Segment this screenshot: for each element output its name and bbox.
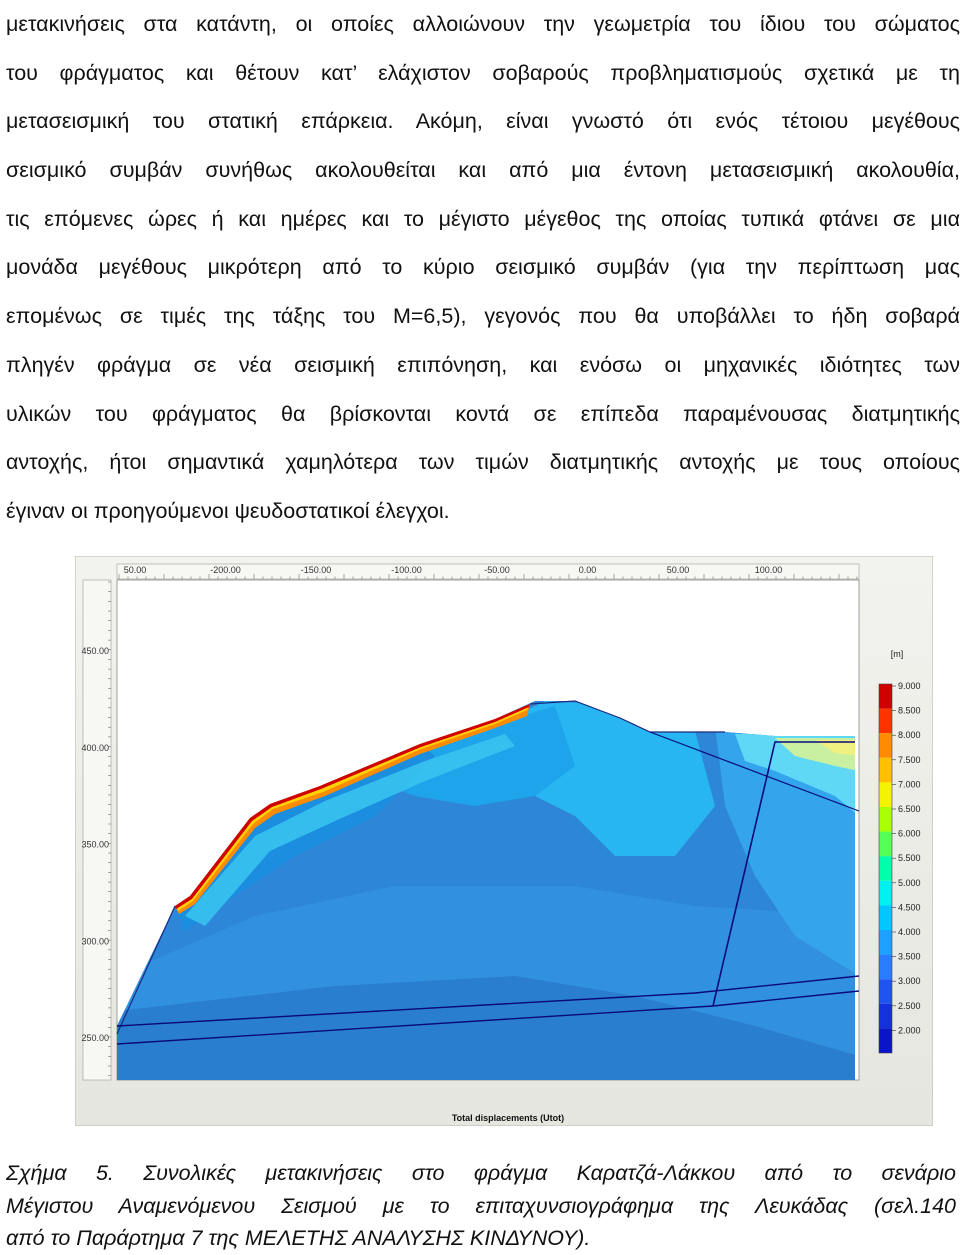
plot-title: Total displacements (Utot) — [451, 1113, 565, 1123]
paragraph-line: τις επόμενες ώρες ή και ημέρες και το μέγιστο μέγεθος της οποίας τυπικά φτάνει σε μια — [6, 206, 960, 231]
legend-swatch — [879, 807, 892, 832]
displacement-figure — [75, 556, 933, 1126]
x-tick-label: -150.00 — [300, 565, 332, 575]
y-tick-label: 250.00 — [81, 1033, 109, 1044]
legend-swatch — [879, 1028, 892, 1053]
legend-swatch — [879, 1004, 892, 1029]
legend-swatch — [879, 905, 892, 930]
legend-swatch — [879, 684, 892, 709]
legend-label: 4.500 — [898, 902, 921, 913]
legend-swatch — [879, 955, 892, 980]
y-tick-label: 400.00 — [81, 742, 109, 753]
legend-label: 6.500 — [898, 804, 921, 814]
y-tick-label: 300.00 — [81, 936, 109, 947]
paragraph-line: μετασεισμική του στατική επάρκεια. Ακόμη, είναι γνωστό ότι ενός τέτοιου μεγέθους — [6, 109, 960, 134]
x-tick-label: 50.00 — [123, 565, 147, 575]
legend-label: 5.500 — [898, 853, 921, 864]
legend-swatch — [879, 930, 892, 955]
legend-swatch — [879, 782, 892, 807]
legend-label: 6.000 — [898, 828, 921, 839]
legend-label: 5.000 — [898, 877, 921, 888]
paragraph-line: του φράγματος και θέτουν κατ’ ελάχιστον σοβαρούς προβληματισμούς σχετικά με τη — [6, 60, 960, 85]
legend-label: 2.000 — [898, 1025, 921, 1036]
y-tick-label: 350.00 — [81, 839, 109, 850]
body-paragraph — [6, 0, 960, 536]
legend-swatch — [879, 856, 892, 881]
paragraph-line: έγιναν οι προηγούμενοι ψευδοστατικοί έλεγχοι. — [6, 498, 450, 523]
legend-label: 3.500 — [898, 951, 921, 962]
legend-swatch — [879, 832, 892, 857]
legend-unit: [m] — [890, 649, 904, 659]
legend-swatch — [879, 709, 892, 734]
figure-caption — [6, 1157, 956, 1255]
legend-label: 8.500 — [898, 705, 921, 716]
paragraph-line: αντοχής, ήτοι σημαντικά χαμηλότερα των τιμών διατμητικής αντοχής με τους οποίους — [6, 450, 960, 475]
paragraph-line: μονάδα μεγέθους μικρότερη από το κύριο σεισμικό συμβάν (για την περίπτωση μας — [6, 255, 960, 280]
paragraph-line: επομένως σε τιμές της τάξης του Μ=6,5), γεγονός που θα υποβάλλει το ήδη σοβαρά — [6, 304, 960, 329]
x-tick-label: 0.00 — [578, 565, 597, 575]
legend-swatch — [879, 881, 892, 906]
paragraph-line: μετακινήσεις στα κατάντη, οι οποίες αλλοιώνουν την γεωμετρία του ίδιου του σώματος — [6, 12, 960, 36]
x-tick-label: -200.00 — [210, 565, 241, 575]
paragraph-line: πληγέν φράγμα σε νέα σεισμική επιπόνηση, και ενόσω οι μηχανικές ιδιότητες των — [6, 352, 960, 377]
legend-label: 3.000 — [898, 976, 921, 987]
legend-label: 2.500 — [898, 1000, 921, 1011]
legend-label: 4.000 — [898, 927, 921, 937]
caption-line: από το Παράρτημα 7 της ΜΕΛΕΤΗΣ ΑΝΑΛΥΣΗΣ ΚΙΝΔΥΝΟΥ). — [6, 1226, 591, 1250]
y-tick-label: 450.00 — [81, 646, 109, 656]
legend-label: 7.000 — [898, 779, 921, 790]
legend-swatch — [879, 979, 892, 1004]
paragraph-line: σεισμικό συμβάν συνήθως ακολουθείται και από μια έντονη μετασεισμική ακολουθία, — [6, 158, 960, 183]
x-tick-label: -50.00 — [484, 565, 510, 575]
legend-label: 7.500 — [898, 754, 921, 765]
x-tick-label: 50.00 — [666, 565, 690, 575]
x-tick-label: 100.00 — [754, 565, 783, 575]
legend-label: 8.000 — [898, 730, 921, 741]
legend-label: 9.000 — [898, 681, 921, 691]
legend-swatch — [879, 733, 892, 758]
caption-line: Σχήμα 5. Συνολικές μετακινήσεις στο φράγμα Καρατζά-Λάκκου από το σενάριο — [6, 1161, 956, 1185]
legend-swatch — [879, 758, 892, 783]
paragraph-line: υλικών του φράγματος θα βρίσκονται κοντά σε επίπεδα παραμένουσας διατμητικής — [6, 401, 960, 426]
caption-line: Μέγιστου Αναμενόμενου Σεισμού με το επιταχυνσιογράφημα της Λευκάδας (σελ.140 — [6, 1193, 956, 1218]
x-tick-label: -100.00 — [391, 565, 422, 575]
